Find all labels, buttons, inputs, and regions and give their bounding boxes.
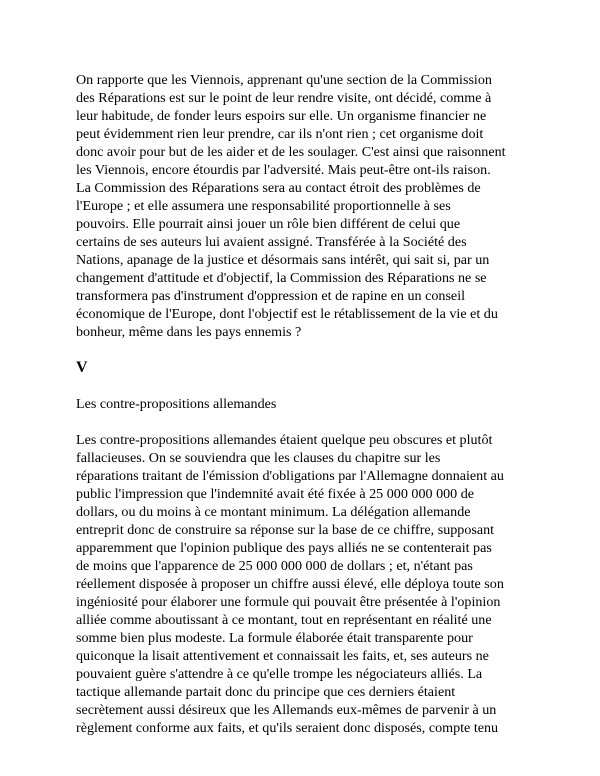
text-line: donc avoir pour but de les aider et de les soulager. C'est ainsi que raisonnent <box>76 144 506 160</box>
text-line: tactique allemande partait donc du principe que ces derniers étaient <box>76 684 456 700</box>
section-title: Les contre-propositions allemandes <box>76 396 277 412</box>
text-line: de moins que l'apparence de 25 000 000 000 de dollars ; et, n'étant pas <box>76 558 473 574</box>
text-line: réellement disposée à proposer un chiffre aussi élevé, elle déploya toute son <box>76 576 504 592</box>
text-line: fallacieuses. On se souviendra que les clauses du chapitre sur les <box>76 450 441 466</box>
paragraph-german-counter-proposals <box>76 431 528 737</box>
text-line: apparemment que l'opinion publique des pays alliés ne se contenterait pas <box>76 540 492 556</box>
text-line: entreprit donc de construire sa réponse sur la base de ce chiffre, supposant <box>76 522 495 538</box>
text-line: On rapporte que les Viennois, apprenant qu'une section de la Commission <box>76 72 492 88</box>
text-line: pouvoirs. Elle pourrait ainsi jouer un rôle bien différent de celui que <box>76 216 461 232</box>
text-line: ingéniosité pour élaborer une formule qui pouvait être présentée à l'opinion <box>76 594 501 610</box>
text-line: peut évidemment rien leur prendre, car ils n'ont rien ; cet organisme doit <box>76 126 484 142</box>
text-line: alliée comme aboutissant à ce montant, tout en représentant en réalité une <box>76 612 492 628</box>
text-line: Les contre-propositions allemandes étaient quelque peu obscures et plutôt <box>76 432 493 448</box>
section-number: V <box>76 359 88 376</box>
text-line: somme bien plus modeste. La formule élaborée était transparente pour <box>76 630 473 646</box>
document-page <box>76 71 528 755</box>
paragraph-reparations-commission <box>76 71 528 341</box>
text-line: bonheur, même dans les pays ennemis ? <box>76 324 302 340</box>
text-line: Nations, apanage de la justice et désormais sans intérêt, qui sait si, par un <box>76 252 490 268</box>
text-line: réparations traitant de l'émission d'obligations par l'Allemagne donnaient au <box>76 468 504 484</box>
text-line: les Viennois, encore étourdis par l'adversité. Mais peut-être ont-ils raison. <box>76 162 491 178</box>
text-line: certains de ses auteurs lui avaient assigné. Transférée à la Société des <box>76 234 467 250</box>
text-line: des Réparations est sur le point de leur rendre visite, ont décidé, comme à <box>76 90 492 106</box>
text-line: leur habitude, de fonder leurs espoirs sur elle. Un organisme financier ne <box>76 108 487 124</box>
text-line: l'Europe ; et elle assumera une responsabilité proportionnelle à ses <box>76 198 451 214</box>
text-line: secrètement aussi désireux que les Allemands eux-mêmes de parvenir à un <box>76 702 497 718</box>
text-line: transformera pas d'instrument d'oppression et de rapine en un conseil <box>76 288 466 304</box>
text-line: public l'impression que l'indemnité avait été fixée à 25 000 000 000 de <box>76 486 475 502</box>
text-line: La Commission des Réparations sera au contact étroit des problèmes de <box>76 180 481 196</box>
text-line: règlement conforme aux faits, et qu'ils seraient donc disposés, compte tenu <box>76 720 499 736</box>
text-line: économique de l'Europe, dont l'objectif est le rétablissement de la vie et du <box>76 306 498 322</box>
text-line: pouvaient guère s'attendre à ce qu'elle trompe les négociateurs alliés. La <box>76 666 483 682</box>
text-line: changement d'attitude et d'objectif, la Commission des Réparations ne se <box>76 270 487 286</box>
text-line: dollars, ou du moins à ce montant minimum. La délégation allemande <box>76 504 471 520</box>
text-line: quiconque la lisait attentivement et connaissait les faits, et, ses auteurs ne <box>76 648 489 664</box>
